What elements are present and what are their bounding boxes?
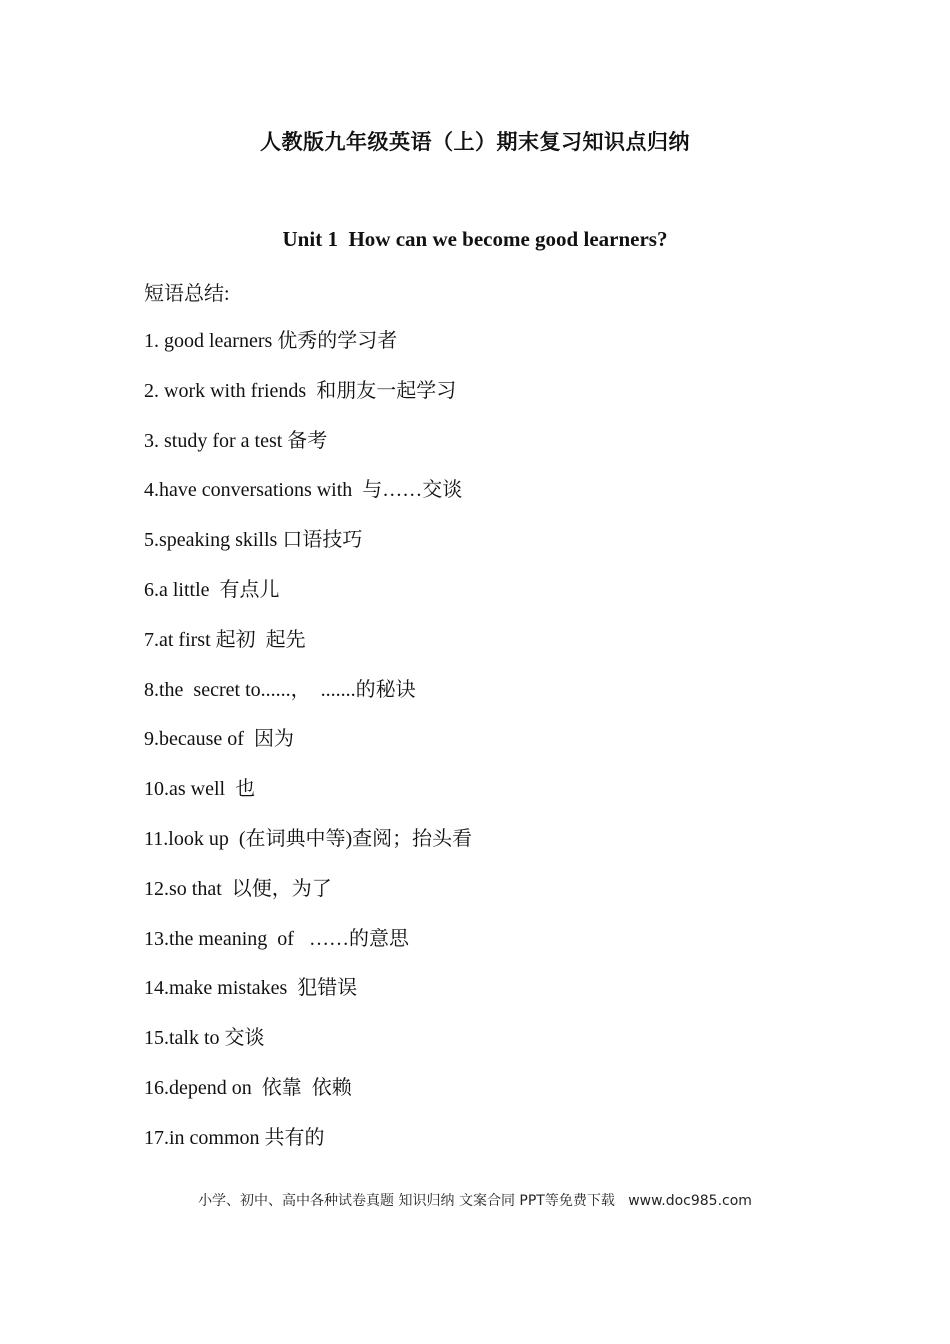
unit-heading: Unit 1 How can we become good learners?: [282, 227, 668, 251]
phrase-item: 13.the meaning of ……的意思: [144, 927, 409, 950]
phrase-item: 15.talk to 交谈: [144, 1027, 265, 1050]
phrase-item: 2. work with friends 和朋友一起学习: [144, 379, 457, 402]
phrase-item: 4.have conversations with 与……交谈: [144, 479, 463, 502]
phrase-item: 14.make mistakes 犯错误: [144, 977, 358, 1000]
phrase-item: 6.a little 有点儿: [144, 578, 280, 601]
phrase-item: 7.at first 起初 起先: [144, 628, 306, 651]
phrase-item: 10.as well 也: [144, 778, 256, 801]
phrase-item: 17.in common 共有的: [144, 1126, 325, 1149]
phrase-item: 9.because of 因为: [144, 728, 294, 751]
phrase-item: 16.depend on 依靠 依赖: [144, 1076, 352, 1099]
phrase-item: 3. study for a test 备考: [144, 429, 328, 452]
section-label: 短语总结:: [144, 283, 230, 305]
phrase-item: 5.speaking skills 口语技巧: [144, 529, 363, 552]
phrase-item: 8.the secret to......， .......的秘诀: [144, 678, 416, 701]
document-title: 人教版九年级英语（上）期末复习知识点归纳: [260, 130, 690, 154]
page-footer: 小学、初中、高中各种试卷真题 知识归纳 文案合同 PPT等免费下载 www.doc985.com: [198, 1193, 752, 1209]
phrase-list: [144, 327, 472, 1174]
phrase-item: 12.so that 以便，为了: [144, 877, 332, 900]
phrase-item: 11.look up (在词典中等)查阅；抬头看: [144, 827, 473, 850]
phrase-item: 1. good learners 优秀的学习者: [144, 330, 398, 352]
